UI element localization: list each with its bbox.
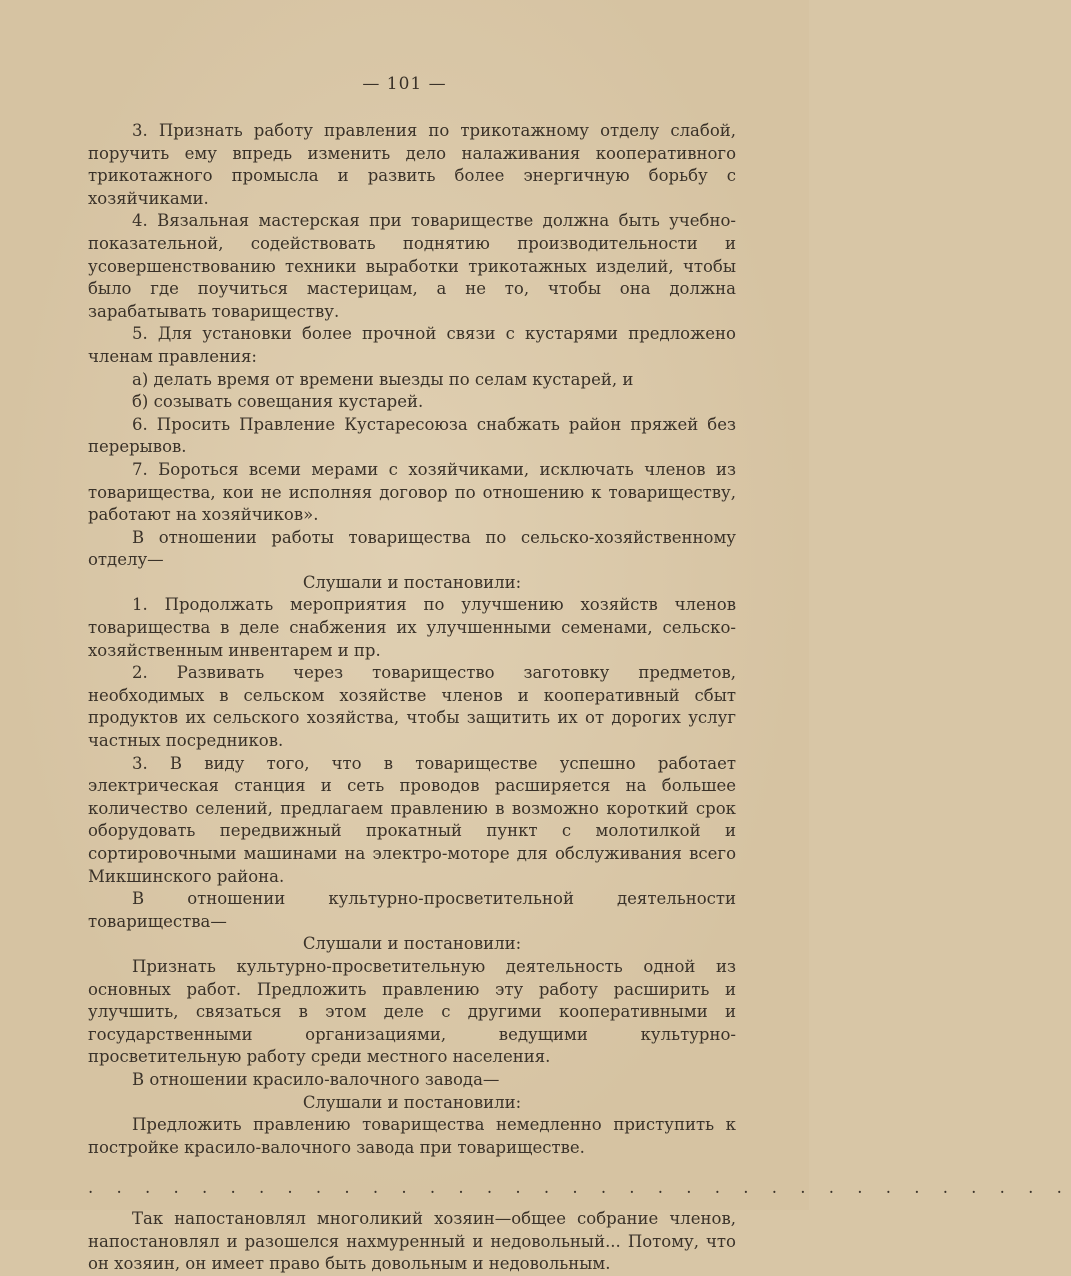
culture-item: Признать культурно-просветительную деятельность одной из основных работ. Предложить правлению эту работу расширить и улучшить, связаться в этом деле с другими кооперативными и государственными организациями, ведущими культурно-просветительную работу среди местного населения. [88, 956, 736, 1067]
agri-item-1: 1. Продолжать мероприятия по улучшению хозяйств членов товарищества в деле снабжения их улучшенными семенами, сельско-хозяйственным инвентарем и пр. [88, 595, 736, 660]
item-7-fight: 7. Бороться всеми мерами с хозяйчиками, исключать членов из товарищества, кои не исполняя договор по отношению к товариществу, работают на хозяйчиков». [88, 459, 736, 525]
closing-paragraph: Так напостановлял многоликий хозяин—общее собрание членов, напостановлял и разошелся нахмуренный и недовольный... Потому, что он хозяин, он имеет право быть довольным и недовольным. [88, 1208, 736, 1274]
resolved-heading-2: Слушали и постановили: [302, 934, 522, 954]
item-4-workshop: 4. Вязальная мастерская при товариществе должна быть учебно-показательной, содействовать поднятию производительности и усовершенствованию техники выработки трикотажных изделий, чтобы было где поучиться мастерицам, а не то, чтобы она должна зарабатывать товариществу. [88, 211, 736, 321]
section-agriculture-heading: В отношении работы товарищества по сельско-хозяйственному отделу— [88, 527, 736, 570]
item-5-ties: 5. Для установки более прочной связи с кустарями предложено членам правления: [88, 324, 736, 366]
agri-item-3: 3. В виду того, что в товариществе успешно работает электрическая станция и сеть проводов расширяется на большее количество селений, предлагаем правлению в возможно короткий срок оборудовать передвижный прокатный пункт с молотилкой и сортировочными машинами на электро-моторе для обслуживания всего Микшинского района. [88, 753, 736, 886]
page-body [88, 0, 1071, 1276]
factory-item: Предложить правлению товарищества немедленно приступить к постройке красило-валочного завода при товариществе. [88, 1115, 736, 1157]
page-number: — 101 — [362, 74, 447, 94]
dot-leader-separator: . . . . . . . . . . . . . . . . . . . . . . . . . . . . . . . . . . . [88, 1178, 1071, 1198]
item-6-yarn: 6. Просить Правление Кустаресоюза снабжать район пряжей без перерывов. [88, 414, 736, 457]
item-3-knitting: 3. Признать работу правления по трикотажному отделу слабой, поручить ему впредь изменить дело налаживания кооперативного трикотажного промысла и развить более энергичную борьбу с хозяйчиками. [88, 121, 736, 208]
item-5a: а) делать время от времени выезды по селам кустарей, и [132, 369, 634, 389]
resolved-heading-1: Слушали и постановили: [302, 572, 522, 592]
resolved-heading-3: Слушали и постановили: [302, 1092, 522, 1112]
item-5b: б) созывать совещания кустарей. [132, 392, 424, 412]
agri-item-2: 2. Развивать через товарищество заготовку предметов, необходимых в сельском хозяйстве членов и кооперативный сбыт продуктов их сельского хозяйства, чтобы защитить их от дорогих услуг частных посредников. [88, 663, 736, 751]
section-culture-heading: В отношении культурно-просветительной деятельности товарищества— [88, 889, 736, 931]
section-factory-heading: В отношении красило-валочного завода— [132, 1069, 500, 1089]
